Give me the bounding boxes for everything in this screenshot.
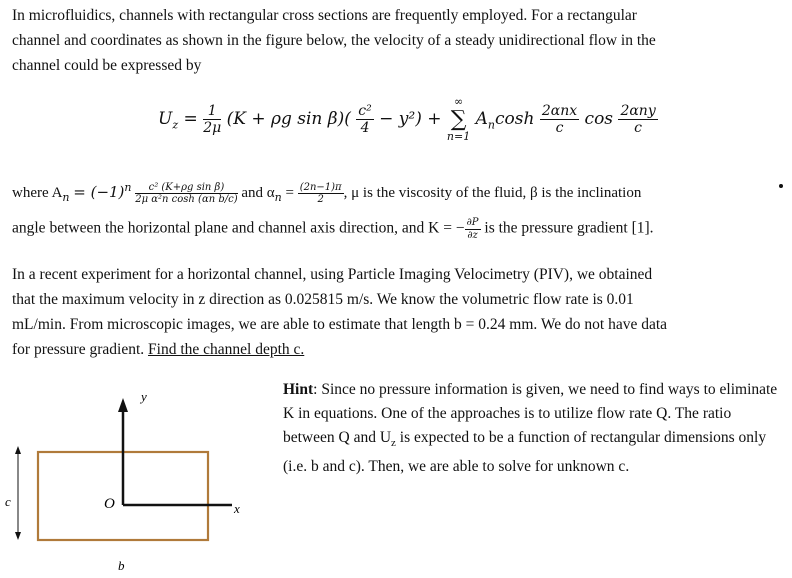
c-label: c <box>5 494 11 509</box>
eq-frac4: $\frac{\text{2αny}}{c}$ <box>620 103 656 137</box>
x-label: x <box>234 501 240 516</box>
eq-frac1: $\frac{1}{2\mu}$ <box>203 103 222 137</box>
c-arrow-top <box>15 446 21 454</box>
eq-cos: cos <box>584 109 614 130</box>
eq-frac3: $\frac{\text{2αnx}}{c}$ <box>541 103 578 137</box>
c-arrow-bottom <box>15 532 21 540</box>
eq-equals: = <box>183 109 198 130</box>
b-label: b <box>118 558 125 573</box>
pressure-gradient-fraction: $\frac{\partial P}{\partial z}$ <box>466 217 479 241</box>
experiment-line-3: mL/min. From microscopic images, we are able to estimate that length b = 0.24 mm. We do not have data <box>12 316 668 333</box>
an-fraction: $\frac{\text{c² (K+ρg sin β)}}{\text{2μ α²n cosh (αn b/c)}}$ <box>135 181 238 206</box>
eq-term3: A <box>475 109 488 130</box>
channel-figure <box>0 380 270 578</box>
definitions-line: where $A_n = (-1)^n$ $\frac{\text{c² (K+ρg sin β)}}{\text{2μ α²n cosh (αn b/c)}}$ and $\alpha_n$ = $\frac{(2n-1)\pi}{2}$ , μ is the viscosity of the fluid, β is the inclination <box>12 181 642 206</box>
origin-label: O <box>104 496 115 512</box>
experiment-line-4: for pressure gradient. Find the channel depth c. <box>12 341 305 358</box>
experiment-line-2: that the maximum velocity in z direction as 0.025815 m/s. We know the volumetric flow rate is 0.01 <box>12 291 634 308</box>
eq-term2: − y²) + <box>379 109 442 130</box>
hint-paragraph: Hint: Since no pressure information is given, we need to find ways to eliminate K in equations. One of the approaches is to utilize flow rate Q. The ratio between Q and $U_z$ is expected to be a function of rectangular dimensions only (i.e. b and c). Then, we are able to solve for unknown c. <box>283 381 778 476</box>
eq-frac2: $\frac{\text{c²}}{4}$ <box>358 103 372 137</box>
velocity-equation: $U_z$ = $\frac{1}{2\mu}$ (K + ρg sin β)( $\frac{\text{c²}}{4}$ − y²) + ∞ ∑ n=1 $A_n\cosh$ $\frac{\text{2αnx}}{c}$ cos $\frac{\text{2αny}}{c}$ <box>158 95 656 143</box>
eq-cosh: cosh <box>495 109 535 130</box>
experiment-line-1: In a recent experiment for a horizontal channel, using Particle Imaging Velocimetry (PIV), we obtained <box>12 266 653 283</box>
eq-lhs: U <box>158 109 173 130</box>
intro-line-2: channel and coordinates as shown in the figure below, the velocity of a steady unidirectional flow in the <box>12 32 656 49</box>
angle-line: angle between the horizontal plane and channel axis direction, and K = − $\frac{\partial P}{\partial z}$ is the pressure gradient [1]. <box>12 217 654 241</box>
eq-lhs-sub: z <box>172 118 179 132</box>
task-statement: Find the channel depth c. <box>148 341 305 358</box>
y-label: y <box>141 389 147 404</box>
intro-line-3: channel could be expressed by <box>12 57 202 74</box>
y-axis-arrow <box>118 398 128 412</box>
hint-label: Hint <box>283 381 314 398</box>
dot-mark <box>779 184 783 188</box>
intro-line-1: In microfluidics, channels with rectangular cross sections are frequently employed. For a rectangular <box>12 7 637 24</box>
eq-term1: (K + ρg sin β)( <box>226 109 351 130</box>
eq-sum: ∞ ∑ n=1 <box>446 95 471 143</box>
alpha-fraction: $\frac{(2n-1)\pi}{2}$ <box>299 181 342 206</box>
